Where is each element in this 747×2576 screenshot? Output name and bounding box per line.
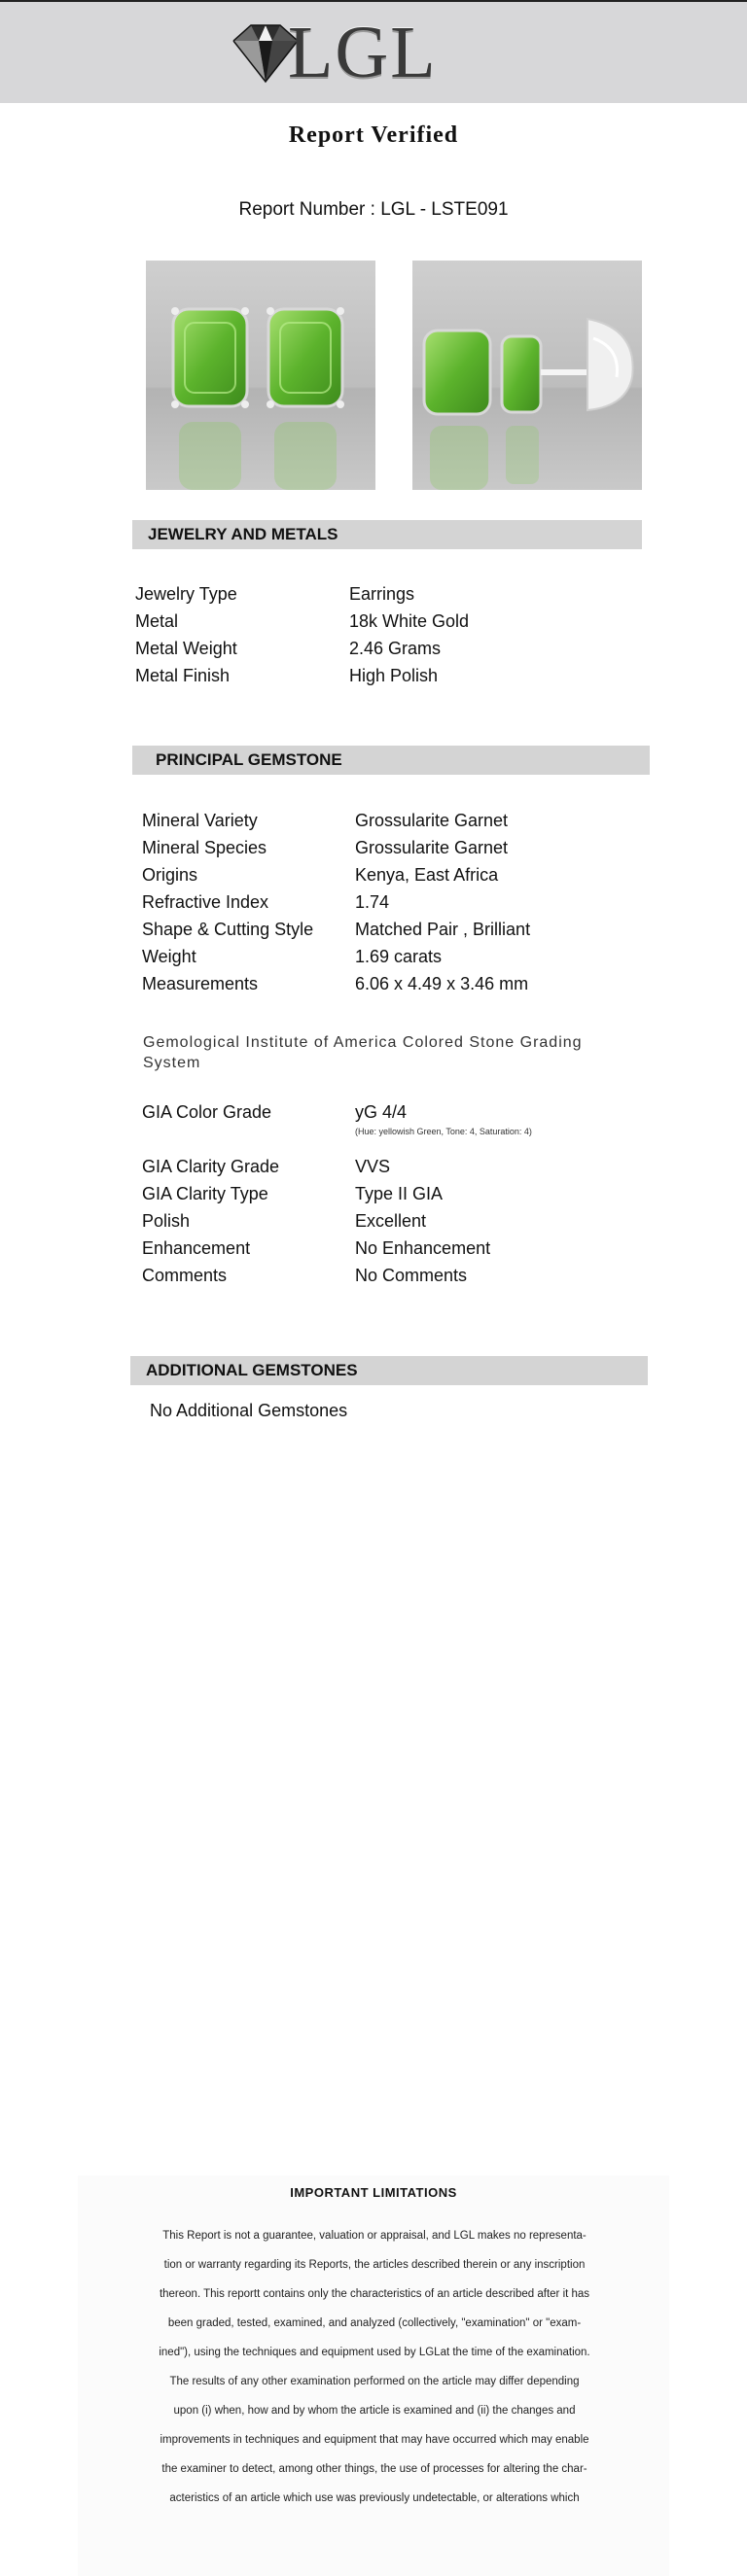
row-value: 1.74 — [355, 892, 390, 912]
limitations-line: ined"), using the techniques and equipment used by LGLat the time of the examination. — [159, 2347, 590, 2358]
principal-heading: PRINCIPAL GEMSTONE — [132, 746, 650, 775]
row-label: Mineral Variety — [142, 811, 258, 830]
limitations-line: This Report is not a guarantee, valuation or appraisal, and LGL makes no representa- — [162, 2230, 587, 2242]
row-value: VVS — [355, 1157, 391, 1176]
row-label: Comments — [142, 1266, 228, 1285]
report-number: Report Number : LGL - LSTE091 — [238, 199, 509, 220]
row-label: GIA Color Grade — [142, 1102, 272, 1122]
additional-heading: ADDITIONAL GEMSTONES — [130, 1356, 648, 1385]
limitations-line: The results of any other examination performed on the article may differ depending — [169, 2376, 580, 2387]
row-label: Weight — [142, 947, 196, 966]
row-value: yG 4/4 — [355, 1102, 408, 1122]
header-bar — [0, 0, 747, 103]
row-value: 18k White Gold — [349, 611, 470, 631]
row-label: Metal — [135, 611, 179, 631]
row-label: Polish — [142, 1211, 191, 1231]
page-title: Report Verified — [288, 122, 459, 148]
row-value: 1.69 carats — [355, 947, 443, 966]
row-label: Measurements — [142, 974, 259, 993]
limitations-line: thereon. This reportt contains only the characteristics of an article described after it has — [159, 2288, 590, 2300]
limitations-line: acteristics of an article which use was previously undetectable, or alterations which — [169, 2492, 580, 2504]
limitations-line: tion or warranty regarding its Reports, the articles described therein or any inscription — [163, 2259, 586, 2271]
row-label: Origins — [142, 865, 198, 885]
earrings-side-photo[interactable] — [412, 261, 642, 490]
logo-text: LGL — [288, 12, 438, 93]
gia-grading-title: Gemological Institute of America Colored Stone Grading System — [143, 1034, 583, 1071]
row-label: Shape & Cutting Style — [142, 920, 314, 939]
row-value: Kenya, East Africa — [355, 865, 499, 885]
row-value: No Enhancement — [355, 1238, 491, 1258]
row-label: Mineral Species — [142, 838, 267, 857]
limitations-line: upon (i) when, how and by whom the article is examined and (ii) the changes and — [173, 2405, 576, 2417]
row-value: Earrings — [349, 584, 415, 604]
row-value: Type II GIA — [355, 1184, 444, 1203]
row-value: Grossularite Garnet — [355, 838, 509, 857]
row-value: No Comments — [355, 1266, 468, 1285]
row-value: No Additional Gemstones — [150, 1401, 348, 1420]
limitations-line: the examiner to detect, among other things, the use of processes for altering the char- — [161, 2463, 587, 2475]
color-grade-note: (Hue: yellowish Green, Tone: 4, Saturation: 4) — [355, 1127, 532, 1136]
jewelry-heading: JEWELRY AND METALS — [132, 520, 642, 549]
row-label: Jewelry Type — [135, 584, 237, 604]
row-label: Metal Finish — [135, 666, 231, 685]
row-value: 6.06 x 4.49 x 3.46 mm — [355, 974, 529, 993]
row-label: GIA Clarity Type — [142, 1184, 268, 1203]
row-label: Enhancement — [142, 1238, 251, 1258]
earrings-front-photo[interactable] — [146, 261, 375, 490]
row-value: Excellent — [355, 1211, 427, 1231]
lgl-logo[interactable] — [230, 14, 482, 91]
row-value: Matched Pair , Brilliant — [355, 920, 531, 939]
row-label: Refractive Index — [142, 892, 269, 912]
row-label: Metal Weight — [135, 639, 237, 658]
row-value: High Polish — [349, 666, 439, 685]
limitations-line: been graded, tested, examined, and analyzed (collectively, "examination" or "exam- — [167, 2317, 582, 2329]
row-label: GIA Clarity Grade — [142, 1157, 280, 1176]
limitations-heading: IMPORTANT LIMITATIONS — [290, 2185, 457, 2200]
row-value: 2.46 Grams — [349, 639, 442, 658]
limitations-line: improvements in techniques and equipment that may have occurred which may enable — [160, 2434, 589, 2446]
row-value: Grossularite Garnet — [355, 811, 509, 830]
